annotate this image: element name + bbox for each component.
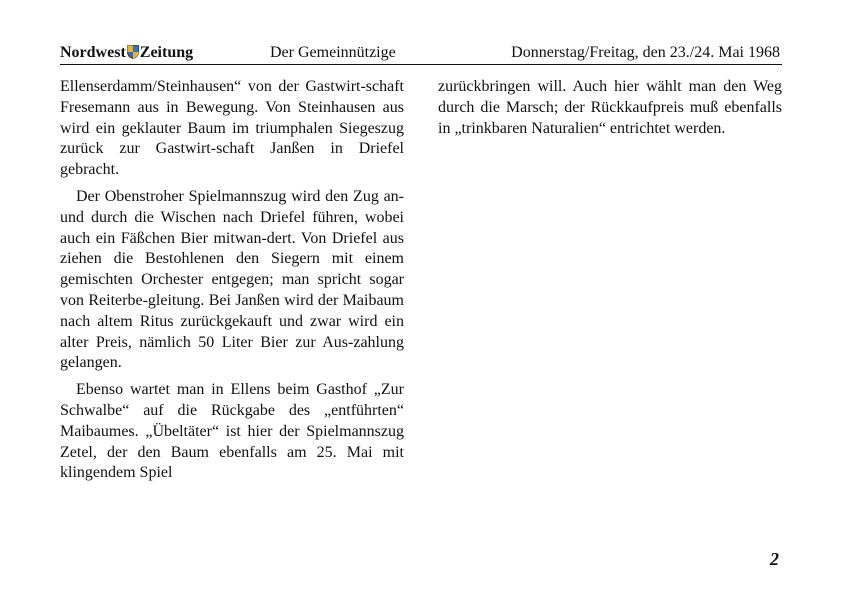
masthead-left: Nordwest xyxy=(60,44,126,61)
paragraph: Ellenserdamm/Steinhausen“ von der Gastwirt-schaft Fresemann aus in Bewegung. Von Steinhausen aus wird ein geklauter Baum im triumphalen Siegeszug zurück zur Gastwirt-schaft Janßen in Driefel gebracht. xyxy=(60,78,404,179)
section-title: Der Gemeinnützige xyxy=(270,44,396,61)
coat-of-arms-icon xyxy=(127,45,139,59)
article-column-right xyxy=(438,77,782,139)
paragraph: Der Obenstroher Spielmannszug wird den Zug an- und durch die Wischen nach Driefel führen, wobei auch ein Fäßchen Bier mitwan-dert. Von Driefel aus ziehen die Bestohlenen den Siegern mit einem gemischten Orchester entgegen; man spricht sogar von Reiterbe-gleitung. Bei Janßen wird der Maibaum nach altem Ritus zurückgekauft und zwar wird ein alter Preis, nämlich 50 Liter Bier zur Aus-zahlung gelangen. xyxy=(60,187,404,372)
article-column-left xyxy=(60,77,404,484)
newspaper-masthead xyxy=(60,43,193,63)
page-number: 2 xyxy=(770,549,779,569)
issue-date: Donnerstag/Freitag, den 23./24. Mai 1968 xyxy=(511,44,780,61)
page-header xyxy=(60,43,782,65)
paragraph: Ebenso wartet man in Ellens beim Gasthof „Zur Schwalbe“ auf die Rückgabe des „entführten“ Maibaumes. „Übeltäter“ ist hier der Spielmannszug Zetel, der den Baum ebenfalls am 25. Mai mit klingendem Spiel xyxy=(60,381,404,482)
header-rule xyxy=(60,64,782,65)
paragraph: zurückbringen will. Auch hier wählt man den Weg durch die Marsch; der Rückkaufpreis muß ebenfalls in „trinkbaren Naturalien“ entrichtet werden. xyxy=(438,78,782,137)
masthead-right: Zeitung xyxy=(139,44,194,61)
